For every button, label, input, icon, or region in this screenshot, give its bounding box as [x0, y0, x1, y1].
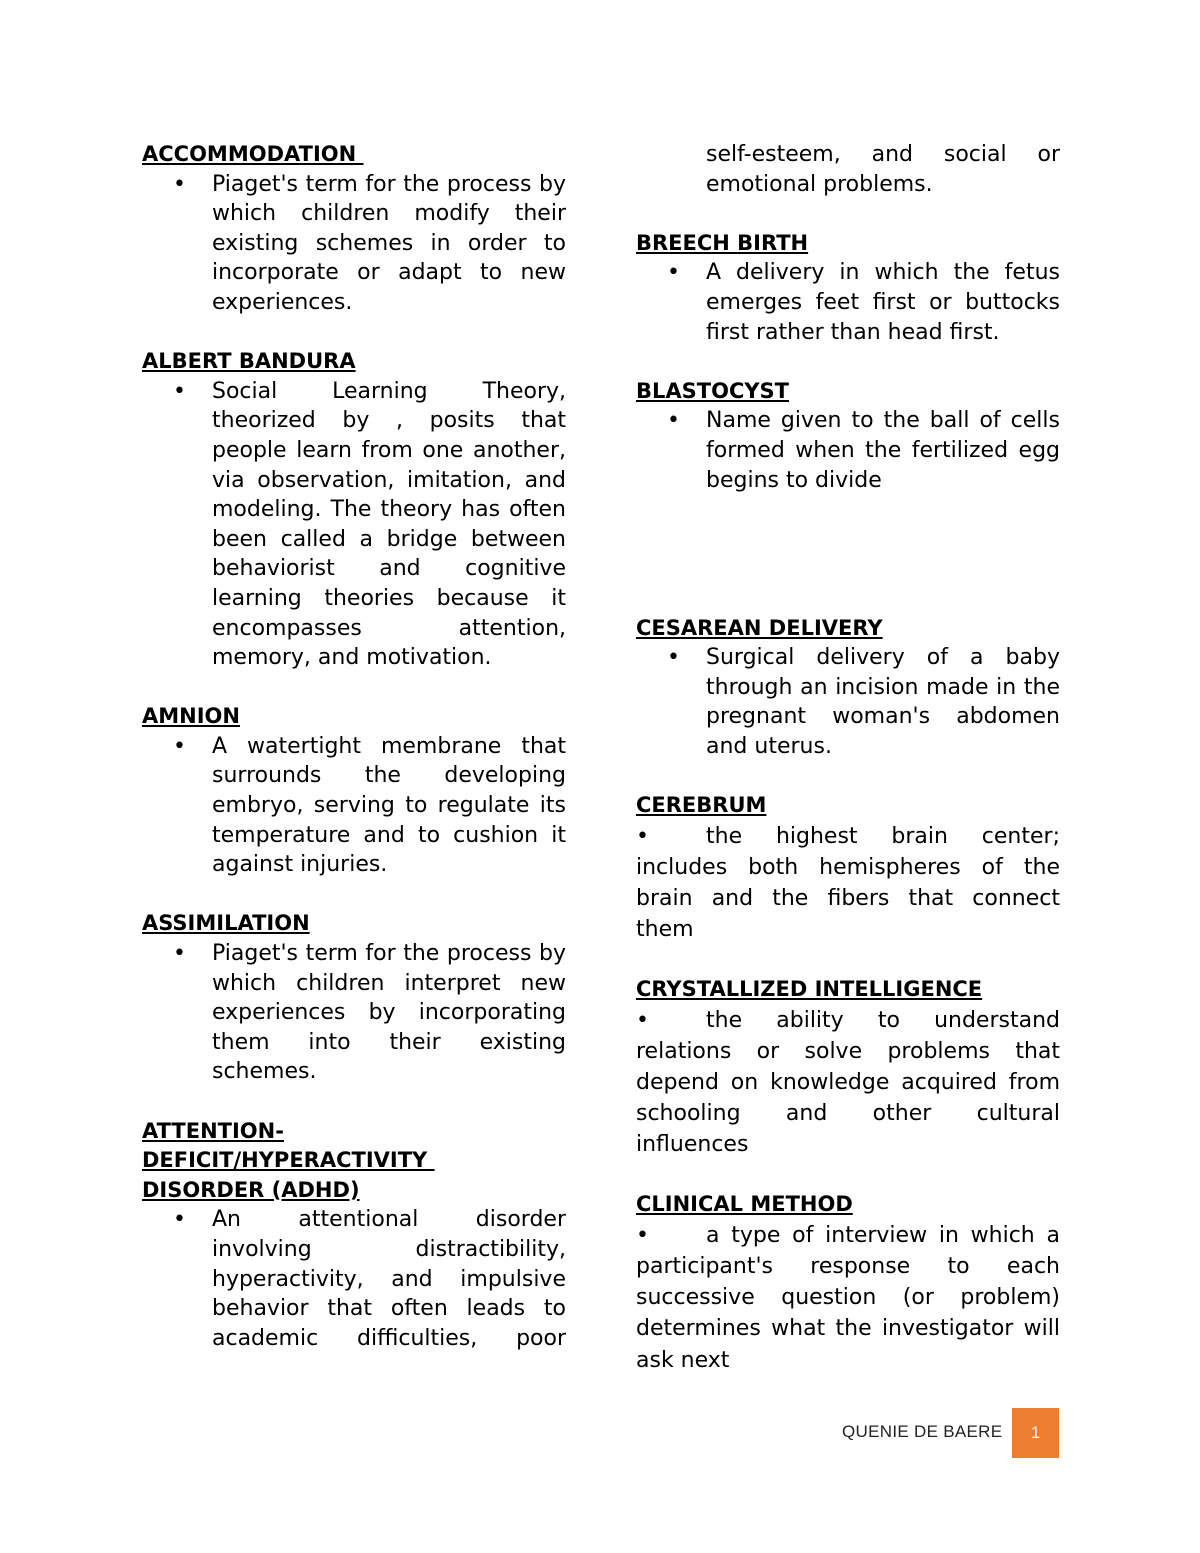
term-heading: CESAREAN DELIVERY: [636, 615, 883, 640]
bullet: •: [173, 733, 186, 759]
definition-item: [142, 1205, 566, 1353]
bullet: •: [636, 1007, 649, 1033]
bullet: •: [667, 645, 680, 671]
definition-item: [636, 1005, 1060, 1161]
term-heading: ASSIMILATION: [142, 911, 310, 936]
definition-item: [636, 1220, 1060, 1376]
term-heading: ALBERT BANDURA: [142, 349, 356, 374]
definition-continuation: self-esteem, and social or emotional problems.: [706, 142, 1060, 197]
page-number: 1: [1030, 1423, 1041, 1442]
right-column: [636, 140, 1060, 1376]
definition-item: [142, 732, 566, 880]
term-heading: BREECH BIRTH: [636, 230, 809, 255]
definition-item: [636, 406, 1060, 495]
definition-item: [636, 643, 1060, 761]
definition-item: [142, 170, 566, 318]
bullet: •: [667, 260, 680, 286]
bullet: •: [173, 941, 186, 967]
definition-item: [636, 821, 1060, 946]
term-heading: ATTENTION-: [142, 1118, 284, 1143]
definition-text: a type of interview in which a participant's response to each successive question (or problem) determines what the investigator will ask next: [636, 1222, 1060, 1373]
term-heading: CEREBRUM: [636, 793, 767, 818]
definition-text: the ability to understand relations or solve problems that depend on knowledge acquired from schooling and other cultural influences: [636, 1007, 1060, 1158]
page-number-badge: [1012, 1408, 1059, 1458]
definition-text: A delivery in which the fetus emerges feet first or buttocks first rather than head first.: [706, 260, 1060, 345]
definition-text: Name given to the ball of cells formed when the fertilized egg begins to divide: [706, 408, 1060, 493]
footer-author-name: QUENIE DE BAERE: [842, 1422, 1003, 1441]
bullet: •: [667, 408, 680, 434]
term-heading: DISORDER (ADHD): [142, 1177, 360, 1202]
bullet: •: [173, 378, 186, 404]
definition-text: Piaget's term for the process by which children modify their existing schemes in order to incorporate or adapt to new experiences.: [212, 171, 566, 315]
definition-item: [636, 258, 1060, 347]
bullet: •: [636, 1222, 649, 1248]
definition-text: A watertight membrane that surrounds the developing embryo, serving to regulate its temperature and to cushion it against injuries.: [212, 733, 566, 878]
definition-item: [142, 377, 566, 673]
bullet: •: [173, 171, 186, 197]
bullet: •: [636, 823, 649, 849]
term-heading: CRYSTALLIZED INTELLIGENCE: [636, 977, 983, 1002]
definition-text: An attentional disorder involving distractibility, hyperactivity, and impulsive behavior that often leads to academic difficulties, poor: [212, 1207, 566, 1351]
definition-text: Piaget's term for the process by which children interpret new experiences by incorporating them into their existing schemes.: [212, 941, 566, 1085]
left-column: [142, 140, 566, 1353]
term-heading: DEFICIT/HYPERACTIVITY: [142, 1148, 435, 1173]
term-heading: AMNION: [142, 704, 240, 729]
definition-text: Social Learning Theory, theorized by , posits that people learn from one another, via observation, imitation, and modeling. The theory has often been called a bridge between behaviorist and cognitive learning theories because it encompasses attention, memory, and motivation.: [212, 378, 566, 671]
term-heading: CLINICAL METHOD: [636, 1192, 853, 1217]
bullet: •: [173, 1207, 186, 1233]
definition-text: the highest brain center; includes both hemispheres of the brain and the fibers that connect them: [636, 823, 1060, 943]
term-heading: ACCOMMODATION: [142, 142, 364, 166]
term-heading: BLASTOCYST: [636, 378, 790, 403]
definition-text: Surgical delivery of a baby through an incision made in the pregnant woman's abdomen and uterus.: [706, 645, 1060, 759]
definition-item: [142, 939, 566, 1087]
